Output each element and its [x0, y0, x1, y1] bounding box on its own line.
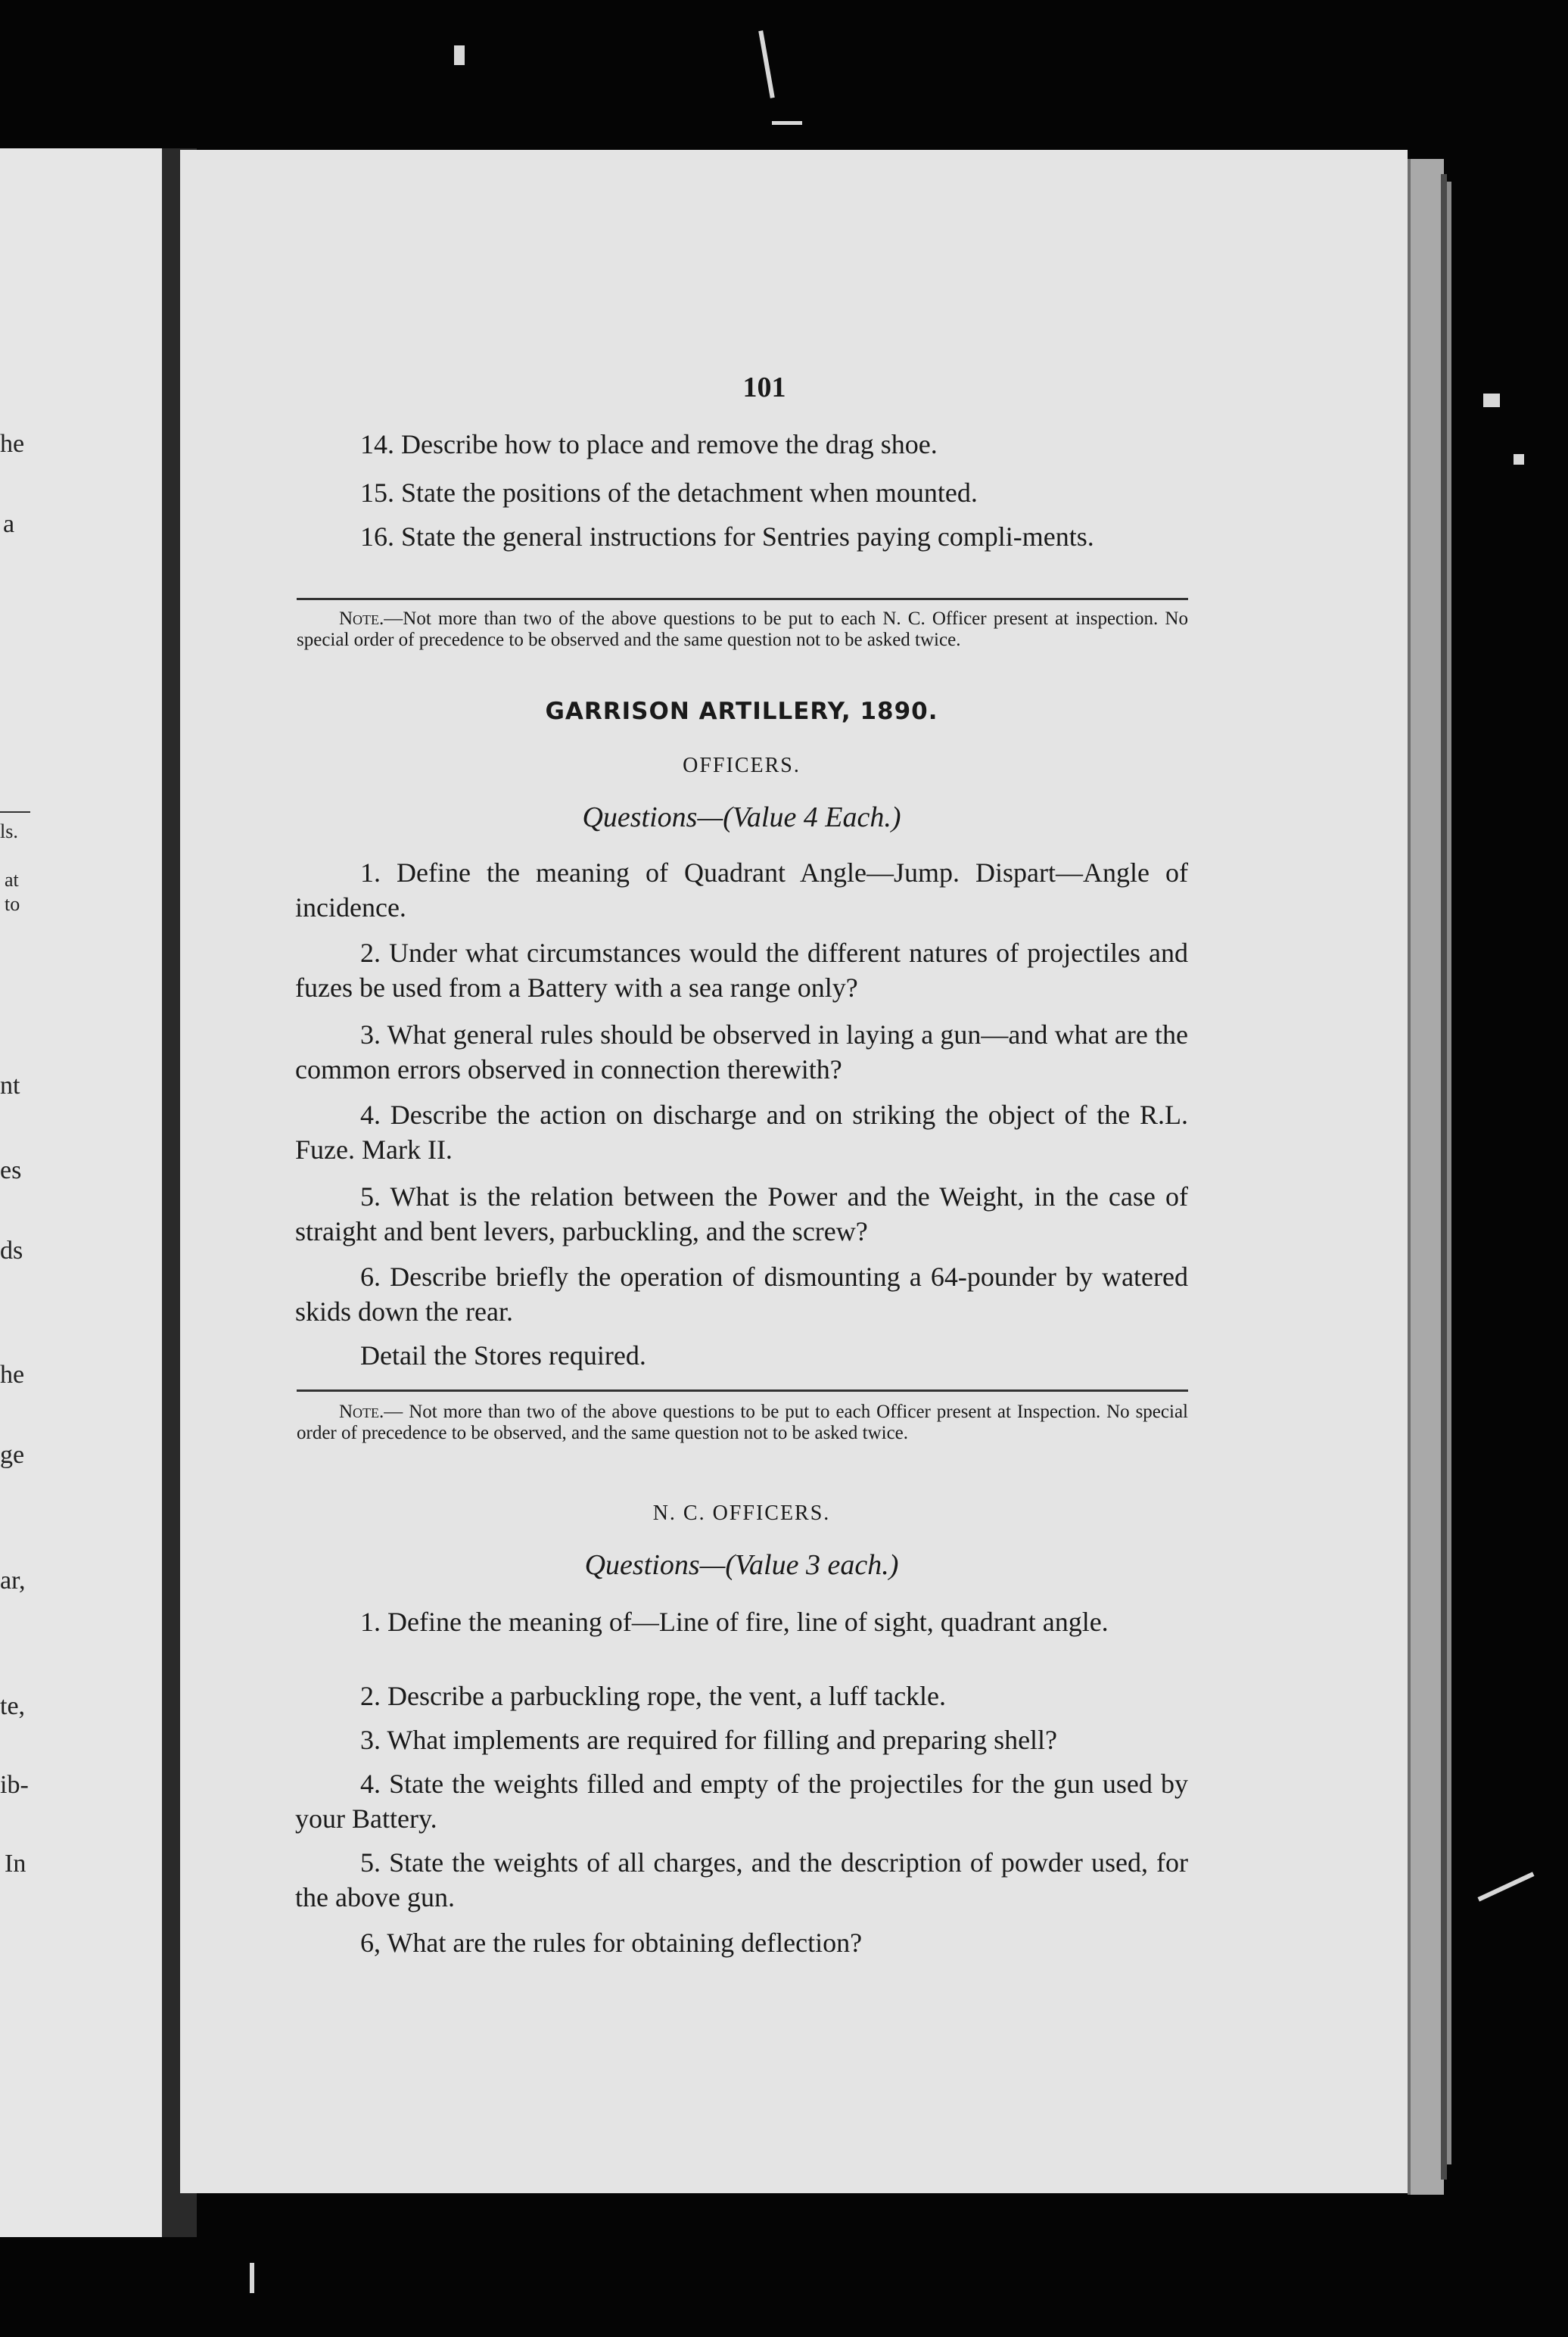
- left-fragment: nt: [0, 1072, 20, 1100]
- question-number: 4.: [360, 1769, 381, 1799]
- question-text: What implements are required for filling and preparing shell?: [387, 1725, 1058, 1755]
- left-fragment: ds: [0, 1237, 23, 1265]
- section-title: GARRISON ARTILLERY, 1890.: [545, 698, 938, 725]
- question-text: State the positions of the detachment when mounted.: [401, 478, 978, 508]
- question-text: What general rules should be observed in laying a gun—and what are the common errors observed in connection therewith?: [295, 1019, 1189, 1084]
- question-number: 3.: [360, 1019, 381, 1050]
- officers-heading: OFFICERS.: [683, 754, 801, 777]
- question-text: Describe the action on discharge and on striking the object of the R.L. Fuze. Mark II.: [295, 1100, 1188, 1165]
- question-number: 2.: [360, 938, 381, 968]
- question-text: Describe how to place and remove the drag shoe.: [401, 429, 938, 459]
- nc-officers-heading: N. C. OFFICERS.: [652, 1501, 831, 1525]
- left-rule: [0, 811, 30, 813]
- officer-question: [295, 855, 1188, 925]
- officer-question: [295, 1097, 1188, 1167]
- left-fragment: ib-: [0, 1771, 29, 1799]
- question-number: 5.: [360, 1847, 381, 1878]
- page-edge-highlight: [1447, 182, 1451, 2164]
- left-fragment: ge: [0, 1441, 25, 1469]
- officers-questions-heading: Questions—(Value 4 Each.): [582, 801, 901, 833]
- dust-speck: [454, 45, 465, 65]
- nc-officer-question: [295, 1679, 1188, 1713]
- page-edge: [1408, 159, 1444, 2195]
- nc-officer-question: [295, 1766, 1188, 1836]
- question-number: 3.: [360, 1725, 381, 1755]
- question-16: [295, 519, 1188, 554]
- note-text: — Not more than two of the above questions to be put to each Officer present at Inspection. No special order of precedence to be observed, and the same question not to be asked twice.: [297, 1402, 1188, 1443]
- dust-speck: [1514, 454, 1524, 465]
- question-text: What is the relation between the Power and the Weight, in the case of straight and bent levers, parbuckling, and the screw?: [295, 1181, 1188, 1246]
- note-nc-officers: [297, 608, 1188, 651]
- question-number: 4.: [360, 1100, 381, 1130]
- question-14: [295, 427, 1188, 462]
- dust-scratch: [250, 2263, 254, 2293]
- left-fragment: to: [5, 893, 20, 915]
- question-text: Define the meaning of Quadrant Angle—Jump. Dispart—Angle of incidence.: [295, 857, 1188, 923]
- officer-question: [295, 1017, 1188, 1087]
- left-fragment: a: [3, 510, 15, 538]
- nc-officer-question: [295, 1604, 1188, 1639]
- note-label: Note.: [339, 608, 384, 629]
- question-number: 1.: [360, 1607, 381, 1637]
- nc-officer-question: [295, 1925, 1188, 1960]
- question-text: Describe a parbuckling rope, the vent, a luff tackle.: [387, 1681, 947, 1711]
- question-number: 1.: [360, 857, 381, 888]
- question-text: Define the meaning of—Line of fire, line of sight, quadrant angle.: [387, 1607, 1109, 1637]
- nc-officer-question: [295, 1722, 1188, 1757]
- page-number: 101: [742, 372, 786, 403]
- note-officers: [297, 1402, 1188, 1444]
- note-label: Note.: [339, 1402, 384, 1422]
- question-text: Under what circumstances would the different natures of projectiles and fuzes be used from a Battery with a sea range only?: [295, 938, 1189, 1003]
- left-fragment: es: [0, 1156, 22, 1184]
- question-text: State the weights filled and empty of the projectiles for the gun used by your Battery.: [295, 1769, 1188, 1834]
- question-number: 16.: [360, 521, 394, 552]
- dust-scratch: [1477, 1872, 1534, 1901]
- question-number: 6.: [360, 1262, 381, 1292]
- dust-scratch: [772, 121, 802, 125]
- officer-extra-line: Detail the Stores required.: [360, 1340, 646, 1371]
- section-rule: [297, 598, 1188, 600]
- nc-officer-question: [295, 1845, 1188, 1915]
- left-fragment: at: [5, 869, 19, 891]
- dust-scratch: [758, 30, 775, 98]
- question-number: 15.: [360, 478, 394, 508]
- left-fragment: he: [0, 1361, 25, 1389]
- question-number: 14.: [360, 429, 394, 459]
- question-text: State the weights of all charges, and the description of powder used, for the above gun.: [295, 1847, 1189, 1912]
- officer-question: [295, 1179, 1188, 1249]
- question-text: What are the rules for obtaining deflection?: [387, 1928, 863, 1958]
- left-facing-page: [0, 148, 166, 2237]
- question-number: 5.: [360, 1181, 381, 1212]
- page-edge-shadow: [1441, 174, 1447, 2180]
- question-text: State the general instructions for Sentries paying compli-ments.: [401, 521, 1094, 552]
- question-number: 2.: [360, 1681, 381, 1711]
- left-fragment: ar,: [0, 1567, 26, 1595]
- question-15: [295, 475, 1188, 510]
- left-fragment: In: [5, 1850, 26, 1878]
- left-fragment: he: [0, 430, 25, 458]
- left-fragment: te,: [0, 1692, 26, 1720]
- section-rule: [297, 1389, 1188, 1392]
- nc-officers-questions-heading: Questions—(Value 3 each.): [584, 1549, 899, 1581]
- dust-speck: [1483, 394, 1500, 407]
- officer-question: [295, 1259, 1188, 1329]
- question-number: 6,: [360, 1928, 381, 1958]
- officer-question: [295, 935, 1188, 1005]
- question-text: Describe briefly the operation of dismounting a 64-pounder by watered skids down the rear.: [295, 1262, 1189, 1327]
- note-text: —Not more than two of the above questions to be put to each N. C. Officer present at inspection. No special order of precedence to be observed and the same question not to be asked twice.: [297, 608, 1188, 650]
- left-fragment: ls.: [0, 820, 18, 842]
